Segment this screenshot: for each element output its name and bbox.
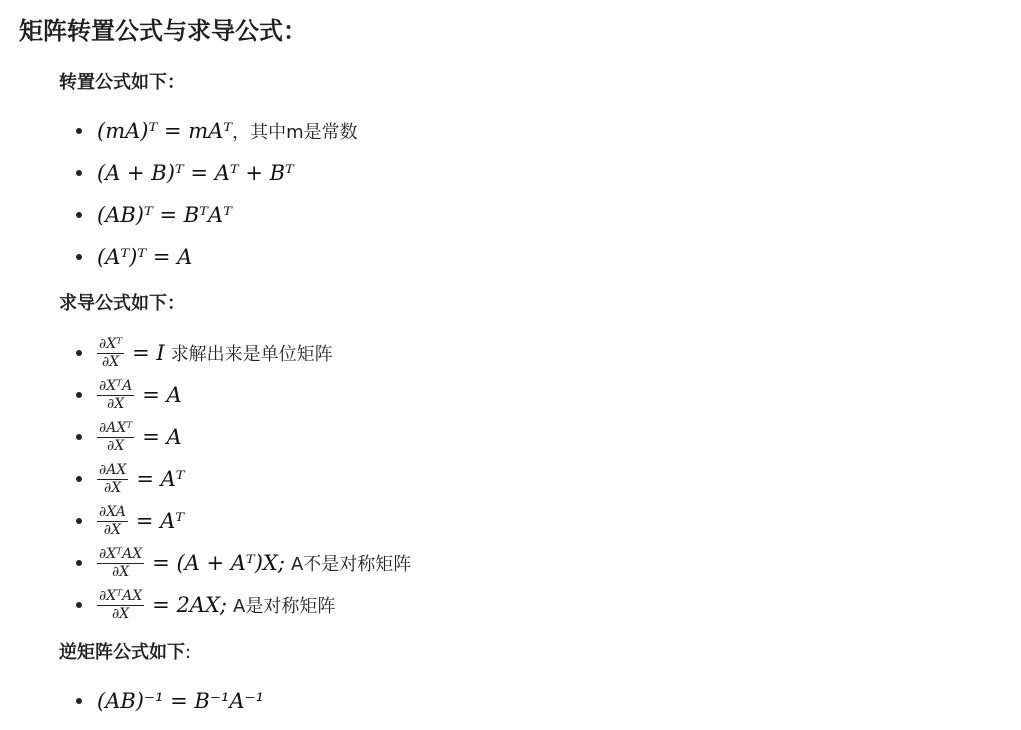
fraction <box>97 505 128 538</box>
formula: (mA)ᵀ = mAᵀ <box>97 119 233 143</box>
formula-rhs: = 2AX; <box>152 593 227 617</box>
formula-note: 求解出来是单位矩阵 <box>170 344 333 365</box>
inverse-section-title-text: 逆矩阵公式如下 <box>59 642 185 663</box>
fraction-denominator: ∂X <box>103 521 122 538</box>
fraction <box>97 421 134 454</box>
formula-note: A不是对称矩阵 <box>290 554 412 575</box>
bullet <box>76 434 82 440</box>
fraction-denominator: ∂X <box>106 437 125 454</box>
formula-rhs: = Aᵀ <box>135 509 185 533</box>
bullet <box>76 518 82 524</box>
bullet <box>76 212 82 218</box>
formula: (A + B)ᵀ = Aᵀ + Bᵀ <box>97 161 294 185</box>
inverse-section-title <box>59 640 191 666</box>
fraction-numerator: ∂XᵀA <box>99 377 133 394</box>
formula: (AB)⁻¹ = B⁻¹A⁻¹ <box>97 689 265 713</box>
bullet <box>76 254 82 260</box>
fraction-denominator: ∂X <box>106 395 125 412</box>
bullet <box>76 602 82 608</box>
bullet <box>76 350 82 356</box>
bullet <box>76 698 82 704</box>
formula-note: A是对称矩阵 <box>233 596 336 617</box>
fraction-numerator: ∂XA <box>99 503 126 520</box>
inverse-section-title-colon: : <box>185 642 192 663</box>
formula: (AB)ᵀ = BᵀAᵀ <box>97 203 232 227</box>
fraction-numerator: ∂XᵀAX <box>99 545 143 562</box>
fraction-denominator: ∂X <box>104 479 122 496</box>
fraction <box>97 547 144 580</box>
fraction-denominator: ∂X <box>111 605 130 622</box>
page-title: 矩阵转置公式与求导公式： <box>19 17 307 45</box>
formula-rhs: = I <box>132 341 165 365</box>
formula-rhs: = A <box>142 383 182 407</box>
fraction-numerator: ∂AX <box>99 461 127 478</box>
formula: (Aᵀ)ᵀ = A <box>97 245 193 269</box>
fraction-denominator: ∂X <box>111 563 130 580</box>
formula-rhs: = A <box>142 425 182 449</box>
fraction-numerator: ∂Xᵀ <box>99 335 123 352</box>
formula-note: ，其中m是常数 <box>232 122 358 143</box>
fraction <box>97 463 128 496</box>
bullet <box>76 392 82 398</box>
bullet <box>76 170 82 176</box>
bullet <box>76 560 82 566</box>
bullet <box>76 476 82 482</box>
bullet <box>76 128 82 134</box>
fraction <box>97 337 124 370</box>
transpose-section-title: 转置公式如下： <box>59 72 185 93</box>
derivative-section-title: 求导公式如下： <box>59 293 185 314</box>
fraction-numerator: ∂AXᵀ <box>99 419 133 436</box>
fraction <box>97 379 134 412</box>
fraction <box>97 589 144 622</box>
fraction-denominator: ∂X <box>101 353 120 370</box>
formula-rhs: = Aᵀ <box>136 467 185 491</box>
formula-rhs: = (A + Aᵀ)X; <box>152 551 285 575</box>
fraction-numerator: ∂XᵀAX <box>99 587 143 604</box>
